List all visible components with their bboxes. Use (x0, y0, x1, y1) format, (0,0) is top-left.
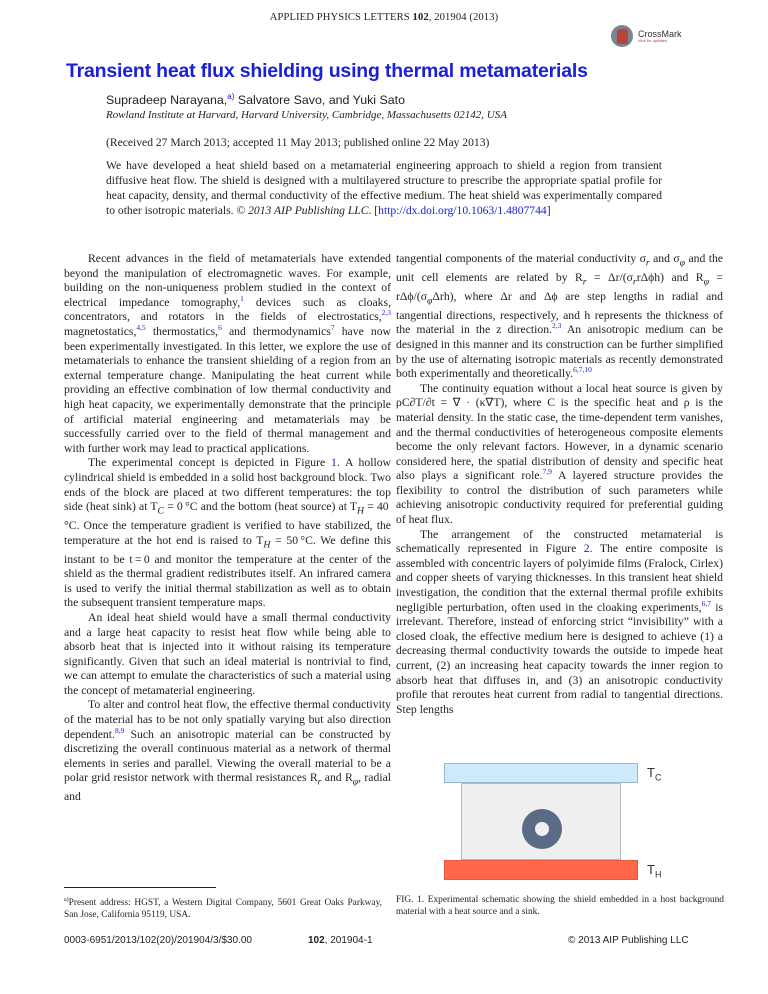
affiliation: Rowland Institute at Harvard, Harvard University, Cambridge, Massachusetts 02142, USA (106, 109, 507, 121)
shield-ring (522, 809, 562, 849)
reference-link[interactable]: 6 (218, 323, 222, 333)
author-footnote-link[interactable]: a) (227, 92, 235, 101)
article-id: , 201904 (2013) (428, 12, 499, 23)
paragraph: An ideal heat shield would have a small thermal conductivity and a large heat capacity to resist heat flow while being able to absorb heat that is injected into it without raising its temperature significantly. Given that such an ideal material is nontrivial to find, we can attempt to emulate the characteristics of such a material using the concept of metamaterial engineering. (64, 610, 391, 697)
paragraph: tangential components of the material conductivity $\sigma_r$ and $\sigma_\varphi$ and the unit cell elements are related by $R_r = \Delta r/(\sigma_rr\Delta\phi h)$ and $R_\varphi = r\Delta\phi/(\sigma_\varphi\Delta rh)$, where Δr and Δϕ are step lengths in radial and tangential directions, respectively, and h represents the thickness of the material in the z direction.$^{2,3}$ An anisotropic medium can be designed in this manner and its construction can be further simplified by the use of alternating isotropic materials as recently demonstrated both experimentally and theoretically.$^{6,7,10}$ (396, 252, 724, 381)
footnote: $^{a)}$Present address: HGST, a Western Digital Company, 5601 Great Oaks Parkway, San Jose, California 95119, USA. (64, 897, 382, 921)
paragraph: To alter and control heat flow, the effective thermal conductivity of the material has to be not only spatially varying but also direction dependent.$^{8,9}$ Such an anisotropic material can be constructed by discretizing the overall continuous material as a network of thermal elements in series and parallel. Viewing the overall material to be a polar grid resistor network with thermal resistances $R_r$ and $R_\varphi$, radial and (64, 698, 391, 804)
paragraph: Recent advances in the field of metamaterials have extended beyond the manipulation of electromagnetic waves. For example, building on the non-uniqueness problem studied in the context of electrical impedance tomography,$^1$ devices such as cloaks, concentrators, and rotators in the fields of electrostatics,$^{2,3}$ magnetostatics,$^{4,5}$ thermostatics,$^6$ and thermodynamics$^7$ have now been experimentally investigated. In this letter, we explore the use of metamaterials to enhance the transient shielding of a region from an external temperature change. Manipulating the heat current while providing an effective combination of low thermal conductivity and high heat capacity, we experimentally demonstrate that the principle of artificial material engineering and metamaterials may be successfully carried over to the field of thermal management and with further work may lead to practical applications. (64, 252, 391, 455)
label-hot: $T_H$ (647, 862, 662, 880)
reference-link[interactable]: 2,3 (552, 321, 562, 331)
reference-link[interactable]: 6,7,10 (573, 365, 592, 375)
reference-link[interactable]: 4,5 (136, 323, 146, 333)
author-first: Supradeep Narayana, (106, 93, 228, 108)
journal-header (0, 12, 768, 23)
abstract-text: We have developed a heat shield based on a metamaterial engineering approach to shield a region from transient diffusive heat flow. The shield is designed with a multilayered structure to prescribe the appropriate spatial profile for heat capacity, density, and thermal conductivity of the effective medium. The heat shield was experimentally compared to other isotropic materials. (106, 159, 662, 218)
journal-name: APPLIED PHYSICS LETTERS (269, 12, 410, 23)
label-cold: $T_C$ (647, 765, 662, 783)
received-dates: (Received 27 March 2013; accepted 11 May 2013; published online 22 May 2013) (106, 136, 490, 149)
right-column (396, 252, 723, 717)
left-column (64, 252, 391, 805)
paragraph: The arrangement of the constructed metamaterial is schematically represented in Figure 2. The entire composite is assembled with concentric layers of polyimide films (Fralock, Cirlex) and copper sheets of varying thicknesses. In this transient heat shield investigation, the condition that the external thermal profile exhibits negligible perturbation, often used in the cloaking experiments,$^{6,7}$ is irrelevant. Therefore, instead of enforcing strict “invisibility” with a closed cloak, the effective medium here is designed to achieve (1) a decreasing thermal conductivity towards the outside to impede heat current, (2) an increasing heat capacity towards the inner region to absorb heat that diffuses in, and (3) an anisotropic conductivity profile that reroutes heat current from radial to tangential directions. Step lengths (396, 527, 724, 716)
footer-issn: 0003-6951/2013/102(20)/201904/3/$30.00 (64, 935, 252, 946)
heat-sink-plate (444, 763, 638, 783)
crossmark-title: CrossMark (638, 28, 682, 39)
paragraph: The continuity equation without a local heat source is given by ρC∂T/∂t = ∇ · (κ∇T), where C is the specific heat and ρ is the material density. In the static case, the time-dependent term vanishes, and the thermal conductivities of heterogeneous composite elements become the only relevant factors. However, in a dynamic scenario considered here, the spatial distribution of density and specific heat also plays a significant role.$^{7,9}$ A layered structure provides the flexibility to control the distribution of such parameters while achieving anisotropic conductivity required for preferential guiding of heat flux. (396, 381, 723, 527)
abstract-copyright: © 2013 AIP Publishing LLC (236, 204, 369, 218)
figure-caption: FIG. 1. Experimental schematic showing the shield embedded in a host background material with a heat source and a sink. (396, 895, 724, 917)
reference-link[interactable]: 1 (240, 293, 244, 303)
figure-link[interactable]: 1 (331, 456, 337, 470)
author-rest: Salvatore Savo, and Yuki Sato (234, 93, 405, 108)
author-list (106, 92, 405, 107)
doi-link[interactable]: http://dx.doi.org/10.1063/1.4807744 (378, 204, 547, 218)
paper-title: Transient heat flux shielding using thermal metamaterials (66, 60, 588, 82)
reference-link[interactable]: 7,9 (542, 467, 552, 477)
abstract: We have developed a heat shield based on a metamaterial engineering approach to shield a region from transient diffusive heat flow. The shield is designed with a multilayered structure to prescribe the appropriate spatial profile for heat capacity, density, and thermal conductivity of the effective medium. The heat shield was experimentally compared to other isotropic materials. © 2013 AIP Publishing LLC. [http://dx.doi.org/10.1063/1.4807744] (106, 159, 662, 218)
figure-link[interactable]: 2 (583, 542, 590, 556)
footer-page: 102, 201904-1 (308, 935, 373, 946)
footer-copyright: © 2013 AIP Publishing LLC (568, 935, 689, 946)
crossmark-badge[interactable] (611, 25, 682, 47)
paragraph: The experimental concept is depicted in Figure 1. A hollow cylindrical shield is embedded in a solid host background block. Two ends of the block are placed at two different temperatures: the top side (heat sink) at $T_C = 0$ °C and the bottom (heat source) at $T_H = 40$ °C. Once the temperature gradient is verified to have stabilized, the temperature at the hot end is raised to $T_H = 50$ °C. We define this instant to be t = 0 and monitor the temperature at the center of the shield as the thermal gradient redistributes itself. An infrared camera is used to verify the initial thermal stabilization as well as to obtain the subsequent transient temperature maps. (64, 456, 391, 610)
crossmark-subtitle: click for updates (638, 37, 667, 43)
reference-link[interactable]: 6,7 (701, 598, 711, 608)
figure-1-schematic (444, 763, 714, 891)
journal-volume: 102 (412, 12, 429, 23)
crossmark-icon (611, 25, 633, 47)
reference-link[interactable]: 2,3 (381, 308, 391, 318)
footnote-divider (64, 887, 216, 888)
heat-source-plate (444, 860, 638, 880)
reference-link[interactable]: 7 (330, 323, 335, 333)
reference-link[interactable]: 8,9 (114, 725, 125, 735)
